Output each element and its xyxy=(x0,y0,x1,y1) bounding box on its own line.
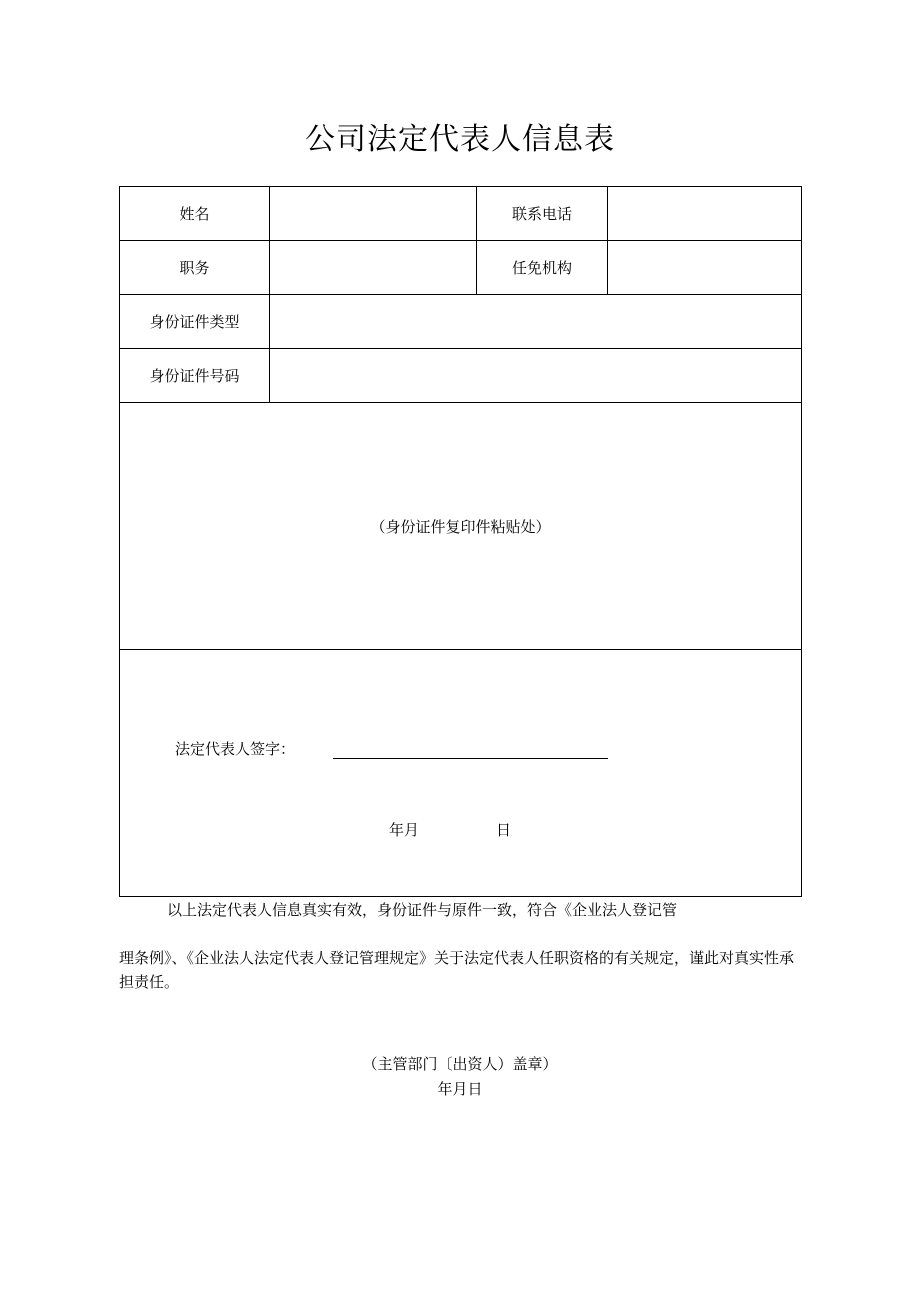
form-row-id-number xyxy=(120,349,802,403)
signature-date-day: 日 xyxy=(496,821,512,839)
stamp-date: 年月日 xyxy=(437,1080,483,1098)
id-type-field[interactable] xyxy=(270,295,802,349)
form-row-id-type xyxy=(120,295,802,349)
appointing-org-label: 任免机构 xyxy=(477,241,608,295)
signature-line[interactable] xyxy=(333,758,608,759)
stamp-label: （主管部门〔出资人）盖章） xyxy=(362,1055,558,1073)
name-field[interactable] xyxy=(270,187,477,241)
declaration-line-1: 以上法定代表人信息真实有效，身份证件与原件一致，符合《企业法人登记管 xyxy=(167,901,678,919)
id-type-label: 身份证件类型 xyxy=(120,295,270,349)
form-row-position xyxy=(120,241,802,295)
form-row-id-copy xyxy=(120,403,802,650)
declaration-line-2: 理条例》、《企业法人法定代表人登记管理规定》关于法定代表人任职资格的有关规定，谨此对真实性承担责任。 xyxy=(119,949,795,991)
id-number-label: 身份证件号码 xyxy=(120,349,270,403)
appointing-org-field[interactable] xyxy=(608,241,802,295)
phone-label: 联系电话 xyxy=(477,187,608,241)
position-label: 职务 xyxy=(120,241,270,295)
position-field[interactable] xyxy=(270,241,477,295)
name-label: 姓名 xyxy=(120,187,270,241)
form-row-name xyxy=(120,187,802,241)
form-row-signature xyxy=(120,650,802,897)
phone-field[interactable] xyxy=(608,187,802,241)
id-copy-area: （身份证件复印件粘贴处） xyxy=(120,403,802,650)
signature-label: 法定代表人签字： xyxy=(175,740,296,758)
page-title: 公司法定代表人信息表 xyxy=(305,122,615,157)
id-number-field[interactable] xyxy=(270,349,802,403)
signature-area xyxy=(120,650,802,897)
signature-date-year-month: 年月 xyxy=(389,821,420,839)
info-form-table xyxy=(119,186,802,897)
